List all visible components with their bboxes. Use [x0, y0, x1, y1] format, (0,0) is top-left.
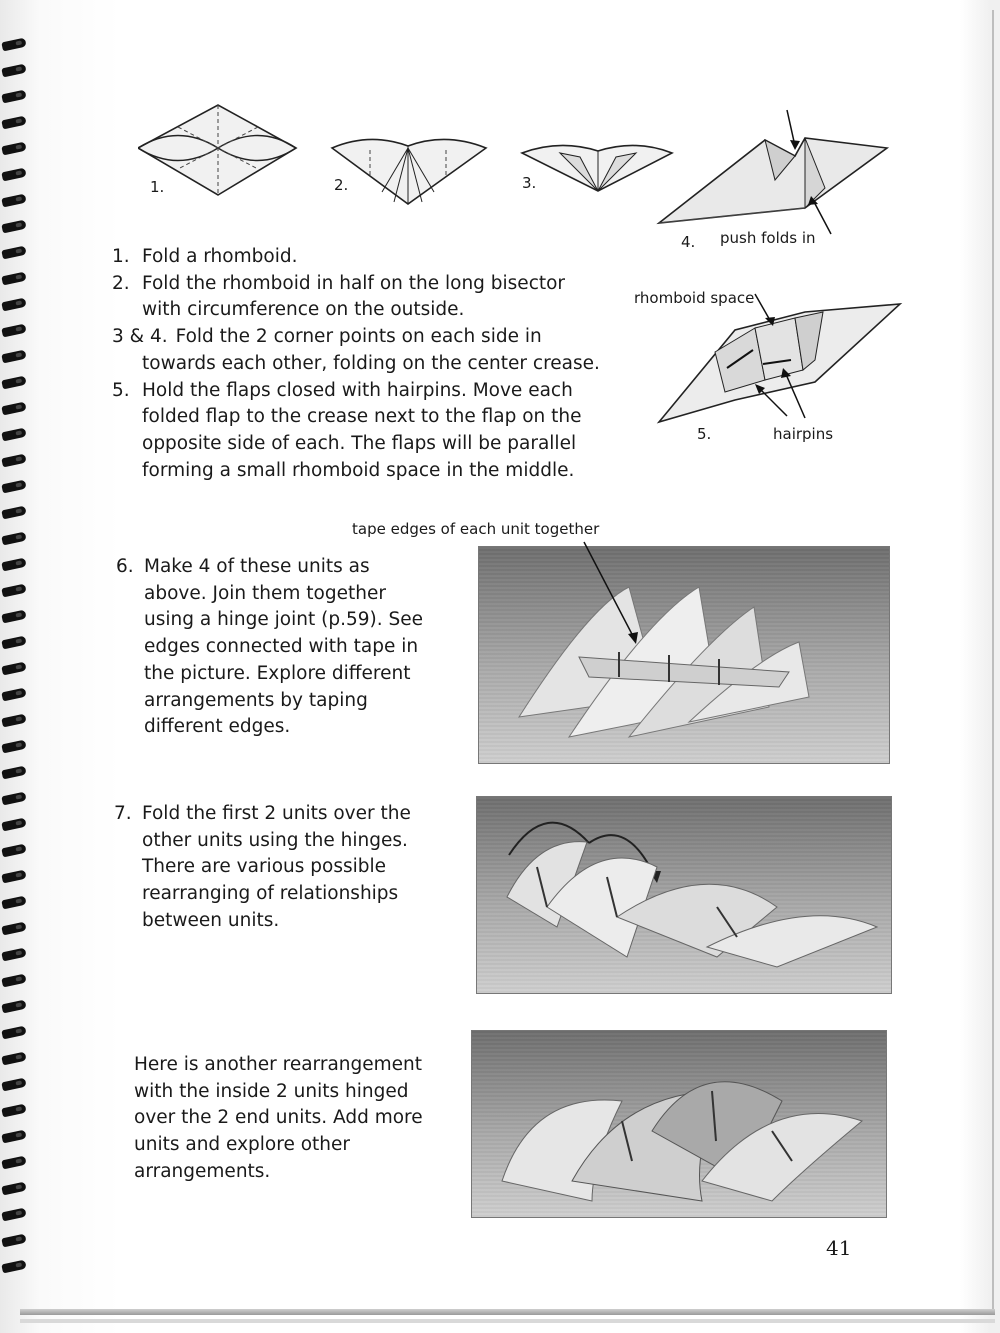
- step-text-continued: folded flap to the crease next to the flap on the: [142, 406, 582, 428]
- step-3-4: [112, 324, 612, 351]
- spiral-binding: [0, 40, 30, 1290]
- step-text: Fold the rhomboid in half on the long bisector: [142, 272, 566, 294]
- binding-coil: [1, 1000, 26, 1014]
- binding-coil: [1, 350, 26, 364]
- binding-coil: [1, 636, 26, 650]
- binding-coil: [1, 584, 26, 598]
- photo-units-folded-over: [476, 796, 892, 994]
- binding-coil: [1, 376, 26, 390]
- binding-coil: [1, 610, 26, 624]
- step-text-continued: edges connected with tape in: [144, 636, 419, 658]
- binding-coil: [1, 922, 26, 936]
- diagram-1-label: 1.: [150, 178, 165, 196]
- binding-coil: [1, 1234, 26, 1248]
- binding-coil: [1, 1052, 26, 1066]
- page-bottom-edge-lower: [20, 1319, 995, 1323]
- photo-four-units-taped: [478, 546, 890, 764]
- page-right-edge: [992, 10, 994, 1310]
- diagram-2-label: 2.: [334, 176, 349, 194]
- step-2: [112, 271, 612, 298]
- step-text-continued: opposite side of each. The flaps will be parallel: [142, 432, 577, 454]
- binding-coil: [1, 974, 26, 988]
- step-text: Fold a rhomboid.: [142, 246, 298, 267]
- step-text-continued: above. Join them together: [144, 582, 386, 604]
- step-text-continued: different edges.: [144, 716, 291, 738]
- binding-coil: [1, 428, 26, 442]
- photo-another-rearrangement: [471, 1030, 887, 1218]
- step-7: [114, 801, 444, 935]
- binding-coil: [1, 1026, 26, 1040]
- binding-coil: [1, 168, 26, 182]
- step-1: [112, 244, 612, 271]
- binding-coil: [1, 1260, 26, 1274]
- closing-paragraph: [134, 1052, 464, 1186]
- hairpins-caption: hairpins: [773, 425, 834, 443]
- push-folds-caption: push folds in: [720, 229, 816, 247]
- diagram-2-half-fold: [330, 128, 490, 208]
- instruction-steps: [112, 244, 612, 484]
- step-text-continued: other units using the hinges.: [142, 829, 408, 851]
- binding-coil: [1, 792, 26, 806]
- diagram-3-label: 3.: [522, 174, 537, 192]
- step-text: Hold the flaps closed with hairpins. Move each: [142, 379, 573, 401]
- binding-coil: [1, 116, 26, 130]
- binding-coil: [1, 142, 26, 156]
- binding-coil: [1, 714, 26, 728]
- diagram-4-label: 4.: [681, 233, 696, 251]
- closing-line: arrangements.: [134, 1160, 271, 1182]
- binding-coil: [1, 662, 26, 676]
- binding-coil: [1, 532, 26, 546]
- diagram-5-hairpins: [655, 290, 905, 430]
- binding-coil: [1, 688, 26, 702]
- step-text-continued: There are various possible: [142, 856, 387, 878]
- step-number: 5.: [112, 379, 130, 401]
- binding-coil: [1, 194, 26, 208]
- closing-line: units and explore other: [134, 1134, 351, 1156]
- binding-coil: [1, 1078, 26, 1092]
- closing-line: with the inside 2 units hinged: [134, 1080, 409, 1102]
- closing-line: over the 2 end units. Add more: [134, 1107, 423, 1129]
- step-text-continued: towards each other, folding on the center crease.: [142, 352, 600, 374]
- step-text: Fold the first 2 units over the: [142, 803, 411, 824]
- step-text-continued: between units.: [142, 909, 280, 931]
- tape-edges-caption: tape edges of each unit together: [352, 520, 600, 538]
- step-text-continued: the picture. Explore different: [144, 662, 411, 684]
- binding-coil: [1, 90, 26, 104]
- binding-coil: [1, 324, 26, 338]
- binding-coil: [1, 64, 26, 78]
- binding-coil: [1, 272, 26, 286]
- step-number: 2.: [112, 272, 130, 294]
- closing-line: Here is another rearrangement: [134, 1054, 423, 1075]
- rhomboid-space-caption: rhomboid space: [634, 289, 755, 307]
- step-text: Fold the 2 corner points on each side in: [175, 326, 542, 348]
- binding-coil: [1, 480, 26, 494]
- binding-coil: [1, 870, 26, 884]
- page-bottom-edge: [20, 1309, 995, 1315]
- step-text-continued: with circumference on the outside.: [142, 299, 465, 321]
- tape-pointer-arrow: [578, 540, 658, 654]
- binding-coil: [1, 948, 26, 962]
- page-number: 41: [826, 1236, 852, 1260]
- step-number: 7.: [114, 803, 132, 824]
- step-number: 3 & 4.: [112, 326, 168, 348]
- diagram-4-push-folds: [655, 108, 895, 238]
- step-text-continued: arrangements by taping: [144, 689, 368, 711]
- binding-coil: [1, 454, 26, 468]
- binding-coil: [1, 1130, 26, 1144]
- step-5: [112, 378, 612, 405]
- binding-coil: [1, 558, 26, 572]
- step-number: 1.: [112, 246, 130, 267]
- binding-coil: [1, 844, 26, 858]
- step-6: [116, 554, 456, 741]
- binding-coil: [1, 818, 26, 832]
- binding-coil: [1, 298, 26, 312]
- binding-coil: [1, 896, 26, 910]
- diagram-3-corner-fold: [520, 135, 675, 195]
- binding-coil: [1, 1104, 26, 1118]
- binding-coil: [1, 1156, 26, 1170]
- binding-coil: [1, 402, 26, 416]
- binding-coil: [1, 766, 26, 780]
- binding-coil: [1, 246, 26, 260]
- step-text-continued: rearranging of relationships: [142, 883, 399, 905]
- step-text-continued: forming a small rhomboid space in the middle.: [142, 459, 575, 481]
- binding-coil: [1, 1182, 26, 1196]
- binding-coil: [1, 220, 26, 234]
- step-number: 6.: [116, 556, 134, 577]
- step-text: Make 4 of these units as: [144, 556, 370, 577]
- binding-coil: [1, 1208, 26, 1222]
- binding-coil: [1, 506, 26, 520]
- step-text-continued: using a hinge joint (p.59). See: [144, 609, 423, 631]
- diagram-5-label: 5.: [697, 425, 712, 443]
- binding-coil: [1, 38, 26, 52]
- binding-coil: [1, 740, 26, 754]
